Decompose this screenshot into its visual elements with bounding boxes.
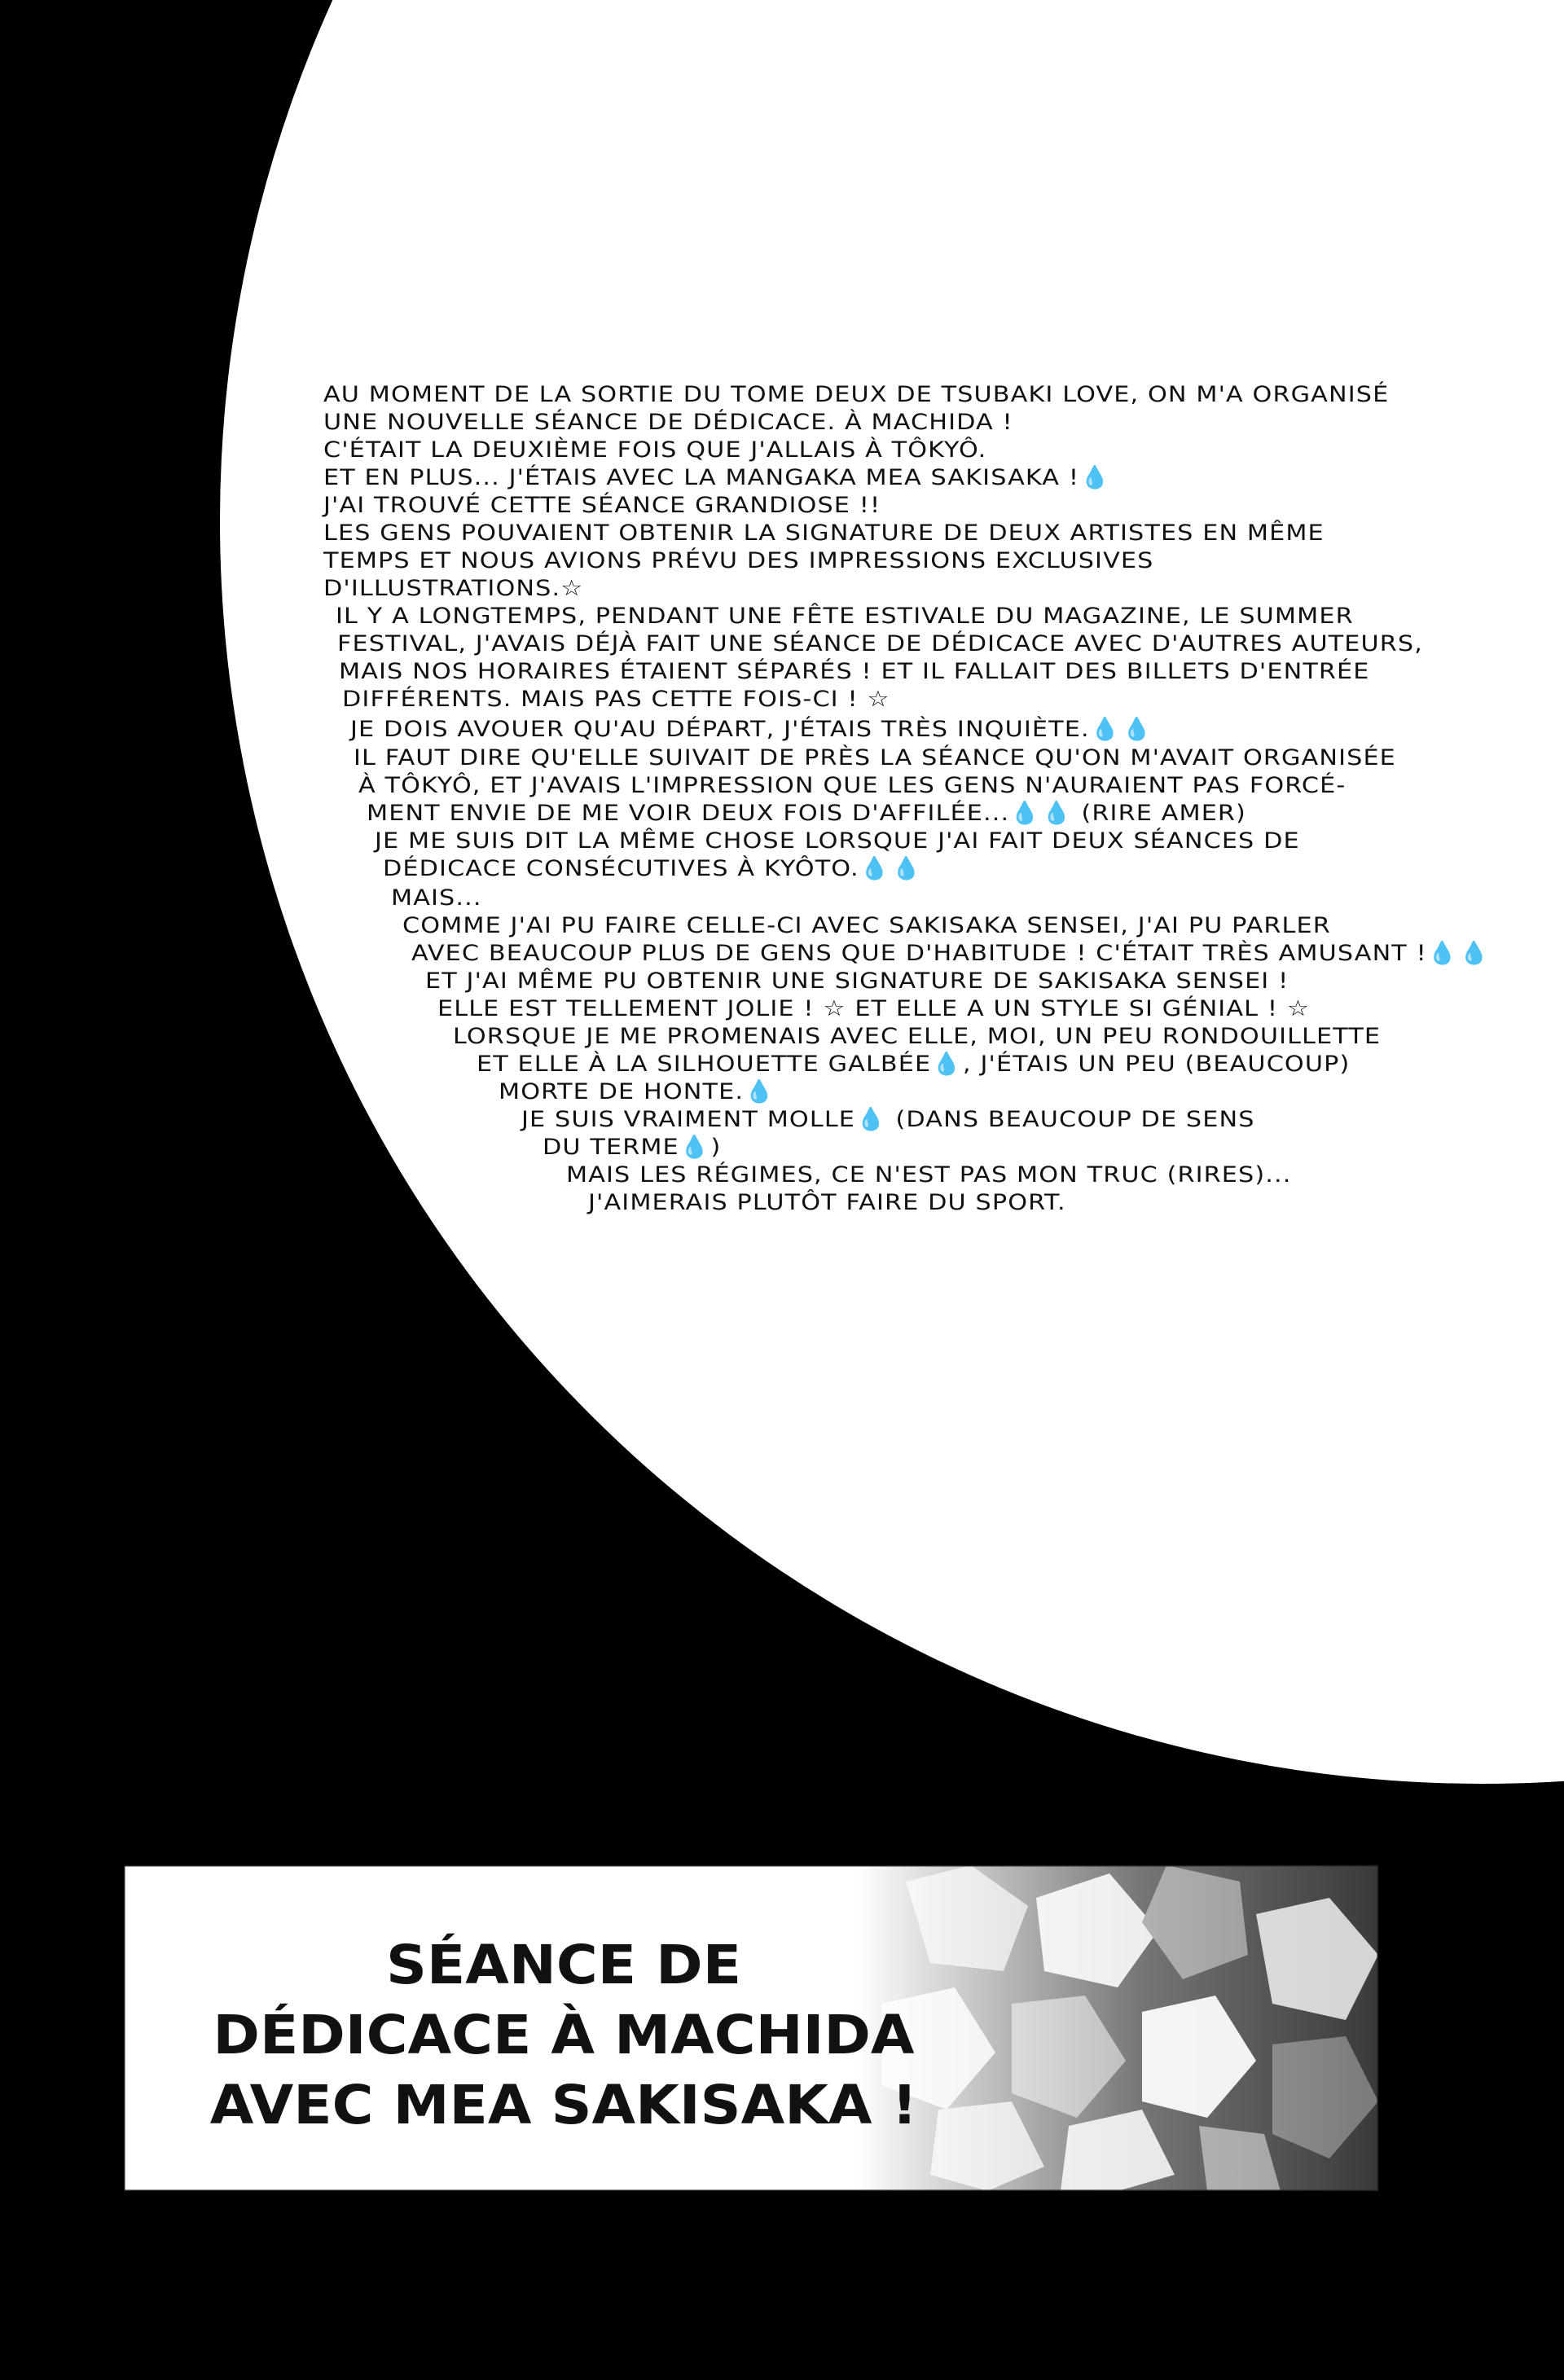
banner-title <box>156 1930 971 2141</box>
essay-line: ET ELLE À LA SILHOUETTE GALBÉE💧, J'ÉTAIS UN PEU (BEAUCOUP) <box>477 1052 1351 1077</box>
essay-line: FESTIVAL, J'AVAIS DÉJÀ FAIT UNE SÉANCE DE DÉDICACE AVEC D'AUTRES AUTEURS, <box>337 631 1423 656</box>
essay-line: LES GENS POUVAIENT OBTENIR LA SIGNATURE DE DEUX ARTISTES EN MÊME <box>323 520 1325 546</box>
essay-line: DÉDICACE CONSÉCUTIVES À KYÔTO.💧💧 <box>383 856 923 881</box>
essay-line: LORSQUE JE ME PROMENAIS AVEC ELLE, MOI, UN PEU RONDOUILLETTE <box>453 1024 1382 1049</box>
essay-line: J'AIMERAIS PLUTÔT FAIRE DU SPORT. <box>588 1190 1066 1215</box>
essay-line: À TÔKYÔ, ET J'AVAIS L'IMPRESSION QUE LES GENS N'AURAIENT PAS FORCÉ- <box>358 773 1347 798</box>
essay-line: MAIS LES RÉGIMES, CE N'EST PAS MON TRUC (RIRES)... <box>566 1162 1292 1188</box>
essay-line: JE SUIS VRAIMENT MOLLE💧 (DANS BEAUCOUP DE SENS <box>521 1107 1255 1132</box>
essay-line: IL Y A LONGTEMPS, PENDANT UNE FÊTE ESTIVALE DU MAGAZINE, LE SUMMER <box>336 604 1354 629</box>
title-banner <box>124 1865 1378 2191</box>
essay-line: J'AI TROUVÉ CETTE SÉANCE GRANDIOSE !! <box>323 493 881 518</box>
essay-line: MORTE DE HONTE.💧 <box>499 1079 775 1104</box>
essay-line: ELLE EST TELLEMENT JOLIE ! ☆ ET ELLE A UN STYLE SI GÉNIAL ! ☆ <box>437 996 1311 1021</box>
banner-title-line: DÉDICACE À MACHIDA <box>213 2004 915 2066</box>
banner-title-line: AVEC MEA SAKISAKA ! <box>209 2074 918 2136</box>
essay-line: D'ILLUSTRATIONS.☆ <box>323 576 584 601</box>
essay-line: JE ME SUIS DIT LA MÊME CHOSE LORSQUE J'AI FAIT DEUX SÉANCES DE <box>375 828 1300 854</box>
essay-line: IL FAUT DIRE QU'ELLE SUIVAIT DE PRÈS LA SÉANCE QU'ON M'AVAIT ORGANISÉE <box>354 745 1396 771</box>
essay-line: MAIS... <box>391 885 482 911</box>
essay-line: ET EN PLUS... J'ÉTAIS AVEC LA MANGAKA MEA SAKISAKA !💧 <box>323 465 1111 490</box>
essay-line: MAIS NOS HORAIRES ÉTAIENT SÉPARÉS ! ET IL FALLAIT DES BILLETS D'ENTRÉE <box>339 659 1370 684</box>
essay-line: MENT ENVIE DE ME VOIR DEUX FOIS D'AFFILÉE...💧💧 (RIRE AMER) <box>367 801 1246 826</box>
essay-line: AVEC BEAUCOUP PLUS DE GENS QUE D'HABITUDE ! C'ÉTAIT TRÈS AMUSANT !💧💧 <box>411 941 1491 966</box>
essay-line: DU TERME💧) <box>543 1135 722 1160</box>
essay-line: UNE NOUVELLE SÉANCE DE DÉDICACE. À MACHIDA ! <box>323 410 1013 435</box>
essay-line: COMME J'AI PU FAIRE CELLE-CI AVEC SAKISAKA SENSEI, J'AI PU PARLER <box>402 913 1331 938</box>
banner-title-line: SÉANCE DE <box>385 1934 742 1996</box>
essay-line: TEMPS ET NOUS AVIONS PRÉVU DES IMPRESSIONS EXCLUSIVES <box>323 548 1154 573</box>
essay-line: C'ÉTAIT LA DEUXIÈME FOIS QUE J'ALLAIS À TÔKYÔ. <box>323 437 987 463</box>
essay-line: DIFFÉRENTS. MAIS PAS CETTE FOIS-CI ! ☆ <box>342 687 890 712</box>
essay-line: AU MOMENT DE LA SORTIE DU TOME DEUX DE TSUBAKI LOVE, ON M'A ORGANISÉ <box>323 382 1390 407</box>
essay-line: JE DOIS AVOUER QU'AU DÉPART, J'ÉTAIS TRÈS INQUIÈTE.💧💧 <box>350 717 1153 742</box>
essay-line: ET J'AI MÊME PU OBTENIR UNE SIGNATURE DE SAKISAKA SENSEI ! <box>425 968 1289 994</box>
